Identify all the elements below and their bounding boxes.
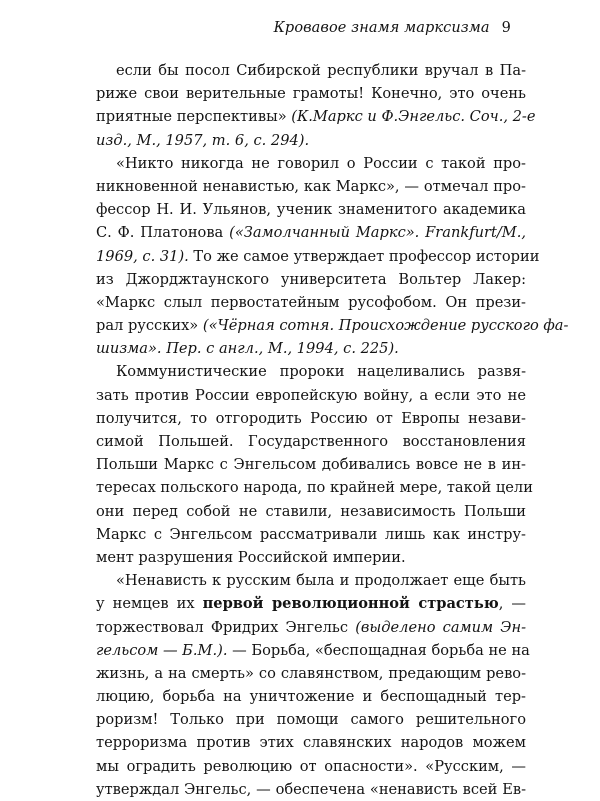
citation-text: изд., М., 1957, т. 6, с. 294).	[96, 131, 310, 149]
text-line	[96, 268, 526, 291]
text-line	[96, 245, 540, 268]
text-line	[96, 731, 526, 754]
text-run: получится, то отгородить Россию от Европы незави-	[96, 409, 526, 427]
text-run: С. Ф. Платонова	[96, 224, 230, 242]
running-header	[274, 20, 511, 36]
citation-text: («Чёрная сотня. Происхождение русского фа-	[202, 317, 569, 335]
text-line	[96, 500, 526, 523]
text-line	[96, 523, 526, 546]
text-line	[96, 384, 526, 407]
text-run: у немцев их	[96, 595, 203, 613]
text-line	[96, 82, 526, 105]
text-run: если бы посол Сибирской республики вручал в Па-	[116, 62, 526, 79]
text-run: жизнь, а на смерть» со славянством, предающим рево-	[96, 664, 526, 682]
text-run: торжествовал Фридрих Энгельс	[96, 618, 356, 636]
text-line	[96, 337, 526, 360]
text-line	[96, 755, 526, 778]
text-line	[96, 430, 526, 453]
text-run: Маркс с Энгельсом рассматривали лишь как инстру-	[96, 525, 526, 543]
text-line	[96, 569, 526, 592]
bold-text: первой революционной страстью	[202, 595, 499, 613]
text-run: То же самое утверждает профессор истории	[188, 247, 540, 265]
paragraph	[96, 152, 569, 361]
text-run: — Борьба, «беспощадная борьба не на	[227, 641, 530, 659]
text-run: они перед собой не ставили, независимость Польши	[96, 502, 526, 520]
text-run: утверждал Энгельс, — обеспечена «ненависть всей Ев-	[96, 780, 526, 798]
text-line	[96, 221, 526, 244]
text-run: мент разрушения Российской империи.	[96, 548, 406, 566]
text-run: «Никто никогда не говорил о России с такой про-	[116, 154, 526, 172]
running-title: Кровавое знамя марксизма	[273, 20, 490, 36]
paragraph	[96, 360, 533, 569]
text-run: никновенной ненавистью, как Маркс», — отмечал про-	[96, 177, 526, 195]
text-line	[96, 407, 526, 430]
text-line	[96, 129, 526, 152]
page-number: 9	[501, 20, 511, 36]
text-run: тересах польского народа, по крайней мере, такой цели	[96, 479, 533, 497]
text-line	[96, 198, 526, 221]
citation-text: (выделено самим Эн-	[355, 618, 527, 636]
text-line	[96, 453, 526, 476]
text-run: Польши Маркс с Энгельсом добивались вовсе не в ин-	[96, 456, 526, 474]
citation-text: (К.Маркс и Ф.Энгельс. Соч., 2-е	[291, 108, 536, 126]
text-line	[96, 639, 530, 662]
body-text	[96, 59, 569, 801]
text-run: риже свои верительные грамоты! Конечно, это очень	[96, 85, 526, 103]
text-run: «Маркс слыл первостатейным русофобом. Он прези-	[96, 293, 526, 311]
text-run: «Ненависть к русским была и продолжает еще быть	[116, 572, 526, 590]
text-line	[96, 360, 526, 383]
text-run: симой Польшей. Государственного восстановления	[96, 433, 526, 450]
paragraph	[96, 59, 536, 152]
text-run: рал русских»	[96, 317, 203, 335]
citation-text: шизма». Пер. с англ., М., 1994, с. 225).	[96, 340, 399, 358]
paragraph	[96, 569, 530, 801]
text-line	[96, 152, 526, 175]
citation-text: («Замолчанный Маркс». Frankfurt/M.,	[229, 224, 526, 242]
text-run: зать против России европейскую войну, а если это не	[96, 386, 526, 404]
text-line	[96, 105, 536, 128]
text-run: , —	[498, 595, 527, 613]
text-run: терроризма против этих славянских народов можем	[96, 734, 526, 752]
text-line	[96, 778, 526, 801]
text-line	[96, 616, 526, 639]
text-line	[96, 314, 569, 337]
text-run: роризм! Только при помощи самого решительного	[96, 711, 526, 729]
text-run: мы оградить революцию от опасности». «Русским, —	[96, 757, 526, 775]
text-line	[96, 685, 526, 708]
text-line	[96, 708, 526, 731]
citation-text: 1969, с. 31).	[96, 247, 189, 265]
text-line	[96, 476, 533, 499]
text-run: из Джорджтаунского университета Вольтер Лакер:	[96, 270, 526, 288]
text-run: Коммунистические пророки нацеливались развя-	[116, 363, 526, 381]
text-line	[96, 662, 526, 685]
text-line	[96, 592, 526, 615]
text-run: люцию, борьба на уничтожение и беспощадный тер-	[96, 688, 526, 706]
text-line	[96, 59, 526, 82]
citation-text: гельсом — Б.М.).	[96, 641, 228, 659]
text-run: приятные перспективы»	[96, 108, 292, 126]
text-line	[96, 175, 526, 198]
text-line	[96, 546, 526, 569]
text-run: фессор Н. И. Ульянов, ученик знаменитого академика	[96, 201, 526, 219]
text-line	[96, 291, 526, 314]
